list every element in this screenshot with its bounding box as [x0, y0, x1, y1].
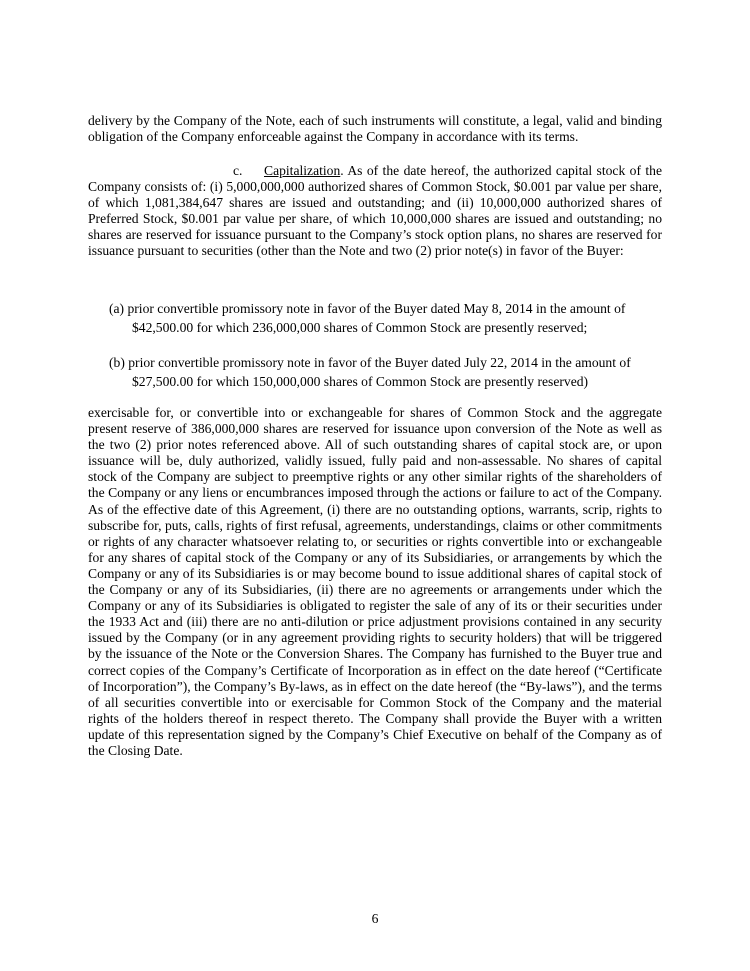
list-item-text: (a) prior convertible promissory note in favor of the Buyer dated May 8, 2014 in the amount of $42,500.00 for which 236,000,000 shares of Common Stock are presently reserved;	[109, 301, 626, 335]
page-number: 6	[371, 911, 379, 926]
continuation-text: exercisable for, or convertible into or exchangeable for shares of Common Stock and the aggregate present reserve of 386,000,000 shares are reserved for issuance upon conversion of the Note as well as the two (2) prior notes referenced above. All of such outstanding shares of capital stock are, or upon issuance will be, duly authorized, validly issued, fully paid and non-assessable. No shares of capital stock of the Company are subject to preemptive rights or any other similar rights of the shareholders of the Company or any liens or encumbrances imposed through the actions or failure to act of the Company. As of the effective date of this Agreement, (i) there are no outstanding options, warrants, scrip, rights to subscribe for, puts, calls, rights of first refusal, agreements, understandings, claims or other commitments or rights of any character whatsoever relating to, or securities or rights convertible into or exchangeable for any shares of capital stock of the Company or any of its Subsidiaries, or arrangements by which the Company or any of its Subsidiaries is or may become bound to issue additional shares of capital stock of the Company or any of its Subsidiaries, (ii) there are no agreements or arrangements under which the Company or any of its Subsidiaries is obligated to register the sale of any of its or their securities under the 1933 Act and (iii) there are no anti-dilution or price adjustment provisions contained in any security issued by the Company (or in any agreement providing rights to security holders) that will be triggered by the issuance of the Note or the Conversion Shares. The Company has furnished to the Buyer true and correct copies of the Company’s Certificate of Incorporation as in effect on the date hereof (“Certificate of Incorporation”), the Company’s By-laws, as in effect on the date hereof (the “By-laws”), and the terms of all securities convertible into or exercisable for Common Stock of the Company and the material rights of the holders thereof in respect thereto. The Company shall provide the Buyer with a written update of this representation signed by the Company’s Chief Executive on behalf of the Company as of the Closing Date.	[88, 405, 662, 758]
continuation-paragraph	[88, 405, 662, 759]
section-title: Capitalization	[264, 163, 341, 178]
capitalization-paragraph	[88, 163, 662, 260]
intro-text: delivery by the Company of the Note, each of such instruments will constitute, a legal, valid and binding obligation of the Company enforceable against the Company in accordance with its terms.	[88, 113, 662, 145]
intro-paragraph	[88, 113, 662, 145]
list-item	[109, 299, 685, 337]
list-item-text: (b) prior convertible promissory note in favor of the Buyer dated July 22, 2014 in the amount of $27,500.00 for which 150,000,000 shares of Common Stock are presently reserved)	[109, 355, 631, 389]
section-letter: c.	[233, 163, 243, 178]
capitalization-text: . As of the date hereof, the authorized capital stock of the Company consists of: (i) 5,000,000,000 authorized shares of Common Stock, $0.001 par value per share, of which 1,081,384,647 shares are issued and outstanding; and (ii) 10,000,000 authorized shares of Preferred Stock, $0.001 par value per share, of which 10,000,000 shares are issued and outstanding; no shares are reserved for issuance pursuant to the Company’s stock option plans, no shares are reserved for issuance pursuant to securities (other than the Note and two (2) prior note(s) in favor of the Buyer:	[88, 163, 662, 259]
list-item	[109, 353, 685, 391]
